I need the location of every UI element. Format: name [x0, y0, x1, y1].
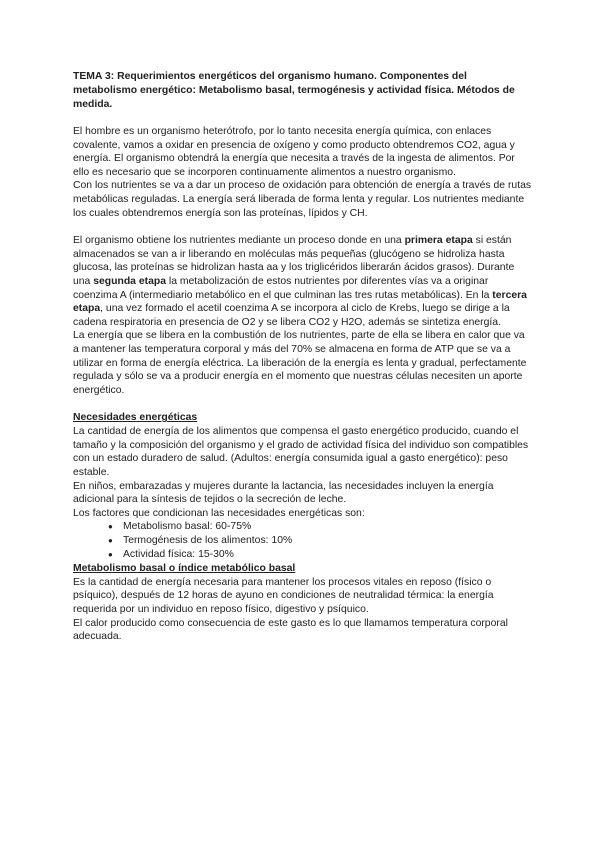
paragraph-calor: El calor producido como consecuencia de este gasto es lo que llamamos temperatura corporal adecuada. — [73, 617, 508, 643]
text-run: la metabolización de estos nutrientes por diferentes vías va a originar coenzima A (intermediario metabólico en el que culminan las tres rutas metabólicas). En la — [73, 275, 493, 301]
heading-metabolismo-basal: Metabolismo basal o índice metabólico basal — [73, 562, 296, 574]
paragraph-necesidades-ninos: En niños, embarazadas y mujeres durante la lactancia, las necesidades incluyen la energía adicional para la síntesis de tejidos o la secreción de leche. — [73, 480, 494, 506]
spacer — [73, 397, 533, 411]
document-page — [73, 70, 533, 644]
heading-necesidades: Necesidades energéticas — [73, 412, 198, 424]
bold-tercera-etapa: tercera etapa — [73, 289, 527, 315]
factores-list — [73, 520, 533, 561]
list-item: ● Actividad física: 15-30% — [108, 548, 533, 562]
bold-primera-etapa: primera etapa — [404, 235, 473, 247]
spacer — [73, 220, 533, 234]
text-run: El organismo obtiene los nutrientes mediante un proceso donde en una — [73, 235, 405, 247]
paragraph-etapas — [73, 234, 533, 329]
paragraph-factores: Los factores que condicionan las necesidades energéticas son: — [73, 507, 365, 519]
document-title: TEMA 3: Requerimientos energéticos del organismo humano. Componentes del metabolismo energético: Metabolismo basal, termogénesis y actividad física. Métodos de medida. — [73, 71, 515, 110]
paragraph-energia: La energía que se libera en la combustión de los nutrientes, parte de ella se libera en calor que va a mantener las temperatura corporal y más del 70% se almacena en forma de ATP que se va a utilizar en forma de energía eléctrica. La liberación de la energía es lenta y gradual, perfectamente regulada y sólo se va a producir energía en el momento que nuestras células necesiten un aporte energético. — [73, 330, 527, 396]
bold-segunda-etapa: segunda etapa — [93, 275, 166, 287]
list-item: ● Termogénesis de los alimentos: 10% — [108, 534, 533, 548]
text-run: si están almacenados se van a ir liberando en moléculas más pequeñas (glucógeno se hidroliza hasta glucosa, las proteínas se hidrolizan hasta aa y los triglicéridos liberarán ácidos grasos). Durante una — [73, 235, 515, 287]
paragraph-basal-def: Es la cantidad de energía necesaria para mantener los procesos vitales en reposo (físico o psíquico), después de 12 horas de ayuno en condiciones de neutralidad térmica: la energía requerida por un individuo en reposo físico, digestivo y psíquico. — [73, 576, 494, 616]
paragraph-oxidacion: Con los nutrientes se va a dar un proceso de oxidación para obtención de energía a través de rutas metabólicas reguladas. La energía será liberada de forma lenta y regular. Los nutrientes mediante los cuales obtendremos energía son las proteínas, lípidos y CH. — [73, 180, 532, 219]
paragraph-necesidades-def: La cantidad de energía de los alimentos que compensa el gasto energético producido, cuando el tamaño y la composición del organismo y el grado de actividad física del individuo son compatibles con un estado duradero de salud. (Adultos: energía consumida igual a gasto energético): peso estable. — [73, 426, 529, 479]
list-item: ● Metabolismo basal: 60-75% — [108, 520, 533, 534]
text-run: , una vez formado el acetil coenzima A se incorpora al ciclo de Krebs, luego se dirige a la cadena respiratoria en presencia de O2 y se libera CO2 y H2O, además se sintetiza energía. — [73, 303, 510, 328]
paragraph-intro: El hombre es un organismo heterótrofo, por lo tanto necesita energía química, con enlaces covalente, vamos a oxidar en presencia de oxígeno y como producto obtendremos CO2, agua y energía. El organismo obtendrá la energía que necesita a través de la ingesta de alimentos. Por ello es necesario que se incorporen continuamente alimentos a nuestro organismo. — [73, 126, 515, 178]
